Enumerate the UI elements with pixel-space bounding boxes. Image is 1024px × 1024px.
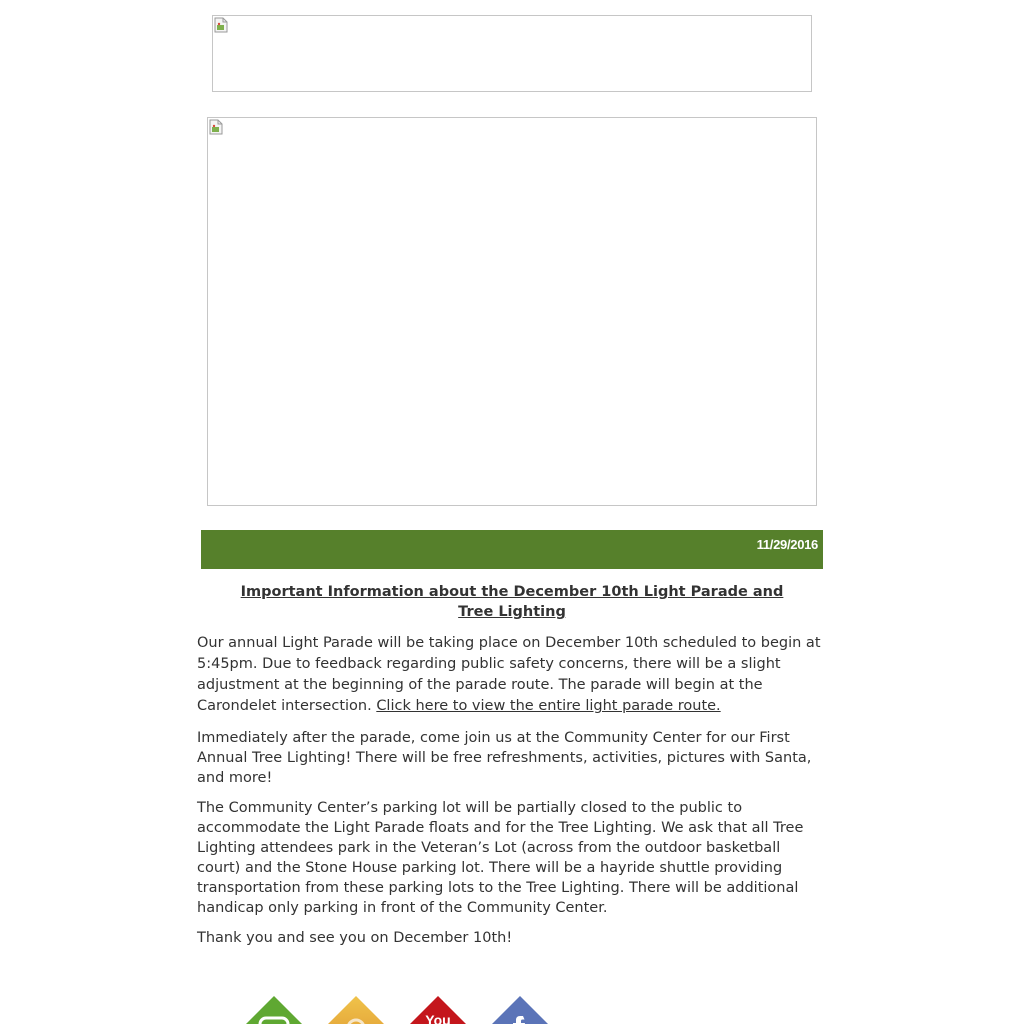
post-date: 11/29/2016 [756, 537, 818, 552]
facebook-icon[interactable] [482, 994, 558, 1024]
paragraph-parade-text: Our annual Light Parade will be taking place on December 10th scheduled to begin at 5:45pm. Due to feedback regarding public safety concerns, there will be a slight adjustment at the beginning of the parade route. The parade will begin at the Carondelet intersection. [197, 635, 821, 714]
broken-image-icon [209, 119, 223, 135]
broken-image-icon [214, 17, 228, 33]
date-bar [201, 530, 823, 569]
social-links [236, 994, 566, 1024]
phone-icon[interactable] [236, 994, 312, 1024]
paragraph-thanks: Thank you and see you on December 10th! [197, 930, 513, 946]
parade-route-link[interactable]: Click here to view the entire light parade route. [376, 698, 721, 714]
instagram-icon[interactable] [318, 994, 394, 1024]
hero-image [207, 117, 817, 506]
youtube-icon[interactable] [400, 994, 476, 1024]
paragraph-parade [197, 633, 823, 717]
article-headline: Important Information about the December 10th Light Parade and Tree Lighting [240, 584, 784, 620]
banner-image [212, 15, 812, 92]
youtube-icon-label: You [425, 1012, 451, 1024]
paragraph-tree-lighting: Immediately after the parade, come join us at the Community Center for our First Annual Tree Lighting! There will be free refreshments, activities, pictures with Santa, and more! [197, 730, 812, 786]
paragraph-parking: The Community Center’s parking lot will be partially closed to the public to accommodate the Light Parade floats and for the Tree Lighting. We ask that all Tree Lighting attendees park in the Veteran’s Lot (across from the outdoor basketball court) and the Stone House parking lot. There will be a hayride shuttle providing transportation from these parking lots to the Tree Lighting. There will be additional handicap only parking in front of the Community Center. [197, 800, 804, 916]
article-body [197, 633, 823, 958]
